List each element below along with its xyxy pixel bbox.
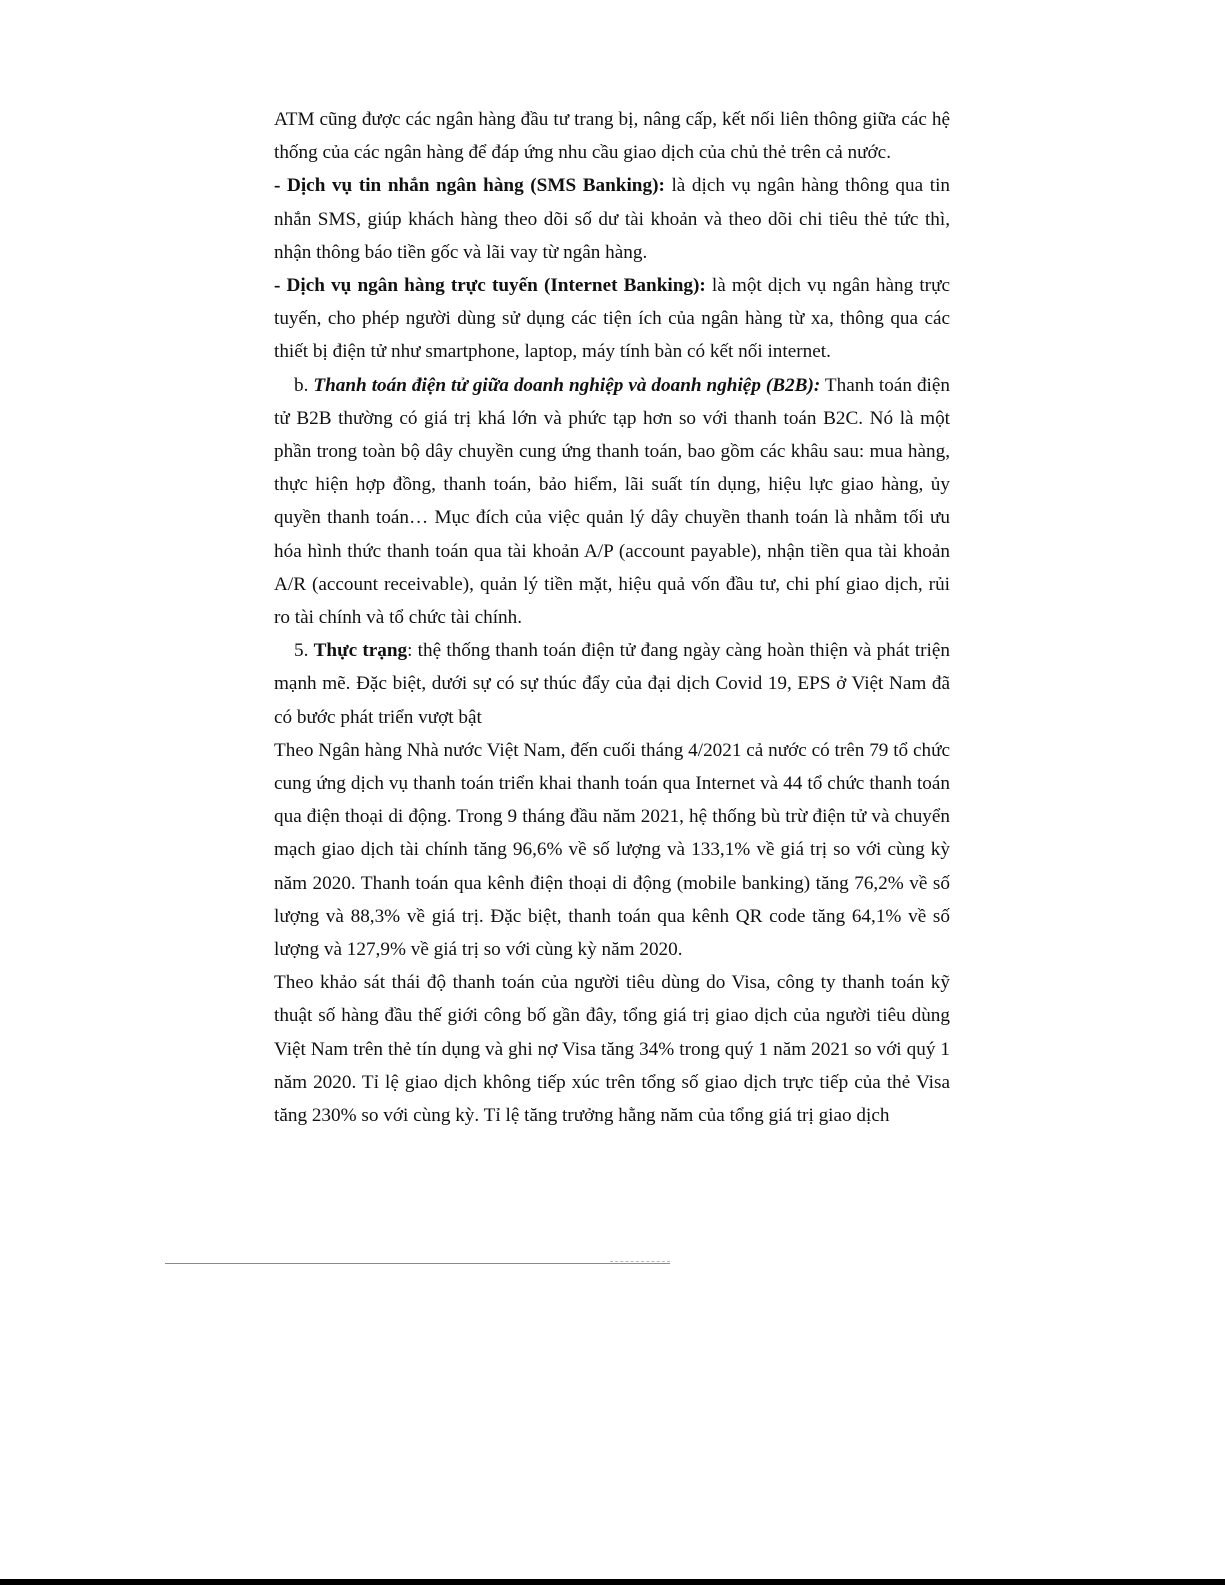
paragraph-sms-banking [274, 169, 950, 269]
status-body: : thệ thống thanh toán điện tử đang ngày càng hoàn thiện và phát triện mạnh mẽ. Đặc biệt, dưới sự có sự thúc đẩy của đại dịch Covid 19, EPS ở Việt Nam đã có bước phát triển vượt bật [274, 640, 951, 728]
b2b-body: Thanh toán điện tử B2B thường có giá trị khá lớn và phức tạp hơn so với thanh toán B2C. Nó là một phần trong toàn bộ dây chuyền cung ứng thanh toán, bao gồm các khâu sau: mua hàng, thực hiện hợp đồng, thanh toán, bảo hiểm, lãi suất tín dụng, hiệu lực giao hàng, ủy quyền thanh toán… Mục đích của việc quản lý dây chuyền thanh toán là nhằm tối ưu hóa hình thức thanh toán qua tài khoản A/P (account payable), nhận tiền qua tài khoản A/R (account receivable), quản lý tiền mặt, hiệu quả vốn đầu tư, chi phí giao dịch, rủi ro tài chính và tổ chức tài chính. [274, 374, 950, 629]
paragraph-visa-survey: Theo khảo sát thái độ thanh toán của người tiêu dùng do Visa, công ty thanh toán kỹ thuật số hàng đầu thế giới công bố gần đây, tổng giá trị giao dịch của người tiêu dùng Việt Nam trên thẻ tín dụng và ghi nợ Visa tăng 34% trong quý 1 năm 2021 so với quý 1 năm 2020. Tỉ lệ giao dịch không tiếp xúc trên tổng số giao dịch trực tiếp của thẻ Visa tăng 230% so với cùng kỳ. Tỉ lệ tăng trưởng hằng năm của tổng giá trị giao dịch [274, 972, 950, 1127]
footnote-separator [165, 1263, 670, 1264]
status-heading: Thực trạng [313, 640, 408, 662]
paragraph-atm-continuation: ATM cũng được các ngân hàng đầu tư trang bị, nâng cấp, kết nối liên thông giữa các hệ thống của các ngân hàng để đáp ứng nhu cầu giao dịch của chủ thẻ trên cả nước. [274, 109, 950, 164]
sms-banking-body: là dịch vụ ngân hàng thông qua tin nhắn SMS, giúp khách hàng theo dõi số dư tài khoản và theo dõi chi tiêu thẻ tức thì, nhận thông báo tiền gốc và lãi vay từ ngân hàng. [274, 175, 950, 263]
page-bottom-edge [0, 1579, 1225, 1585]
document-body [274, 103, 950, 1132]
paragraph-status [274, 634, 950, 734]
b2b-heading: Thanh toán điện tử giữa doanh nghiệp và doanh nghiệp (B2B): [313, 374, 821, 396]
sms-banking-heading: - Dịch vụ tin nhắn ngân hàng (SMS Banking): [274, 175, 665, 197]
footnote-separator-dash [610, 1261, 670, 1262]
internet-banking-body: là một dịch vụ ngân hàng trực tuyến, cho phép người dùng sử dụng các tiện ích của ngân hàng từ xa, thông qua các thiết bị điện tử như smartphone, laptop, máy tính bàn có kết nối internet. [274, 275, 950, 363]
paragraph-sbv-statistics: Theo Ngân hàng Nhà nước Việt Nam, đến cuối tháng 4/2021 cả nước có trên 79 tổ chức cung ứng dịch vụ thanh toán triển khai thanh toán qua Internet và 44 tổ chức thanh toán qua điện thoại di động. Trong 9 tháng đầu năm 2021, hệ thống bù trừ điện tử và chuyển mạch giao dịch tài chính tăng 96,6% về số lượng và 133,1% về giá trị so với cùng kỳ năm 2020. Thanh toán qua kênh điện thoại di động (mobile banking) tăng 76,2% về số lượng và 88,3% về giá trị. Đặc biệt, thanh toán qua kênh QR code tăng 64,1% về số lượng và 127,9% về giá trị so với cùng kỳ năm 2020. [274, 739, 950, 961]
status-prefix: 5. [294, 640, 314, 662]
paragraph-b2b [274, 369, 950, 635]
paragraph-internet-banking [274, 269, 950, 369]
b2b-prefix: b. [294, 374, 314, 396]
internet-banking-heading: - Dịch vụ ngân hàng trực tuyến (Internet Banking): [274, 275, 706, 297]
